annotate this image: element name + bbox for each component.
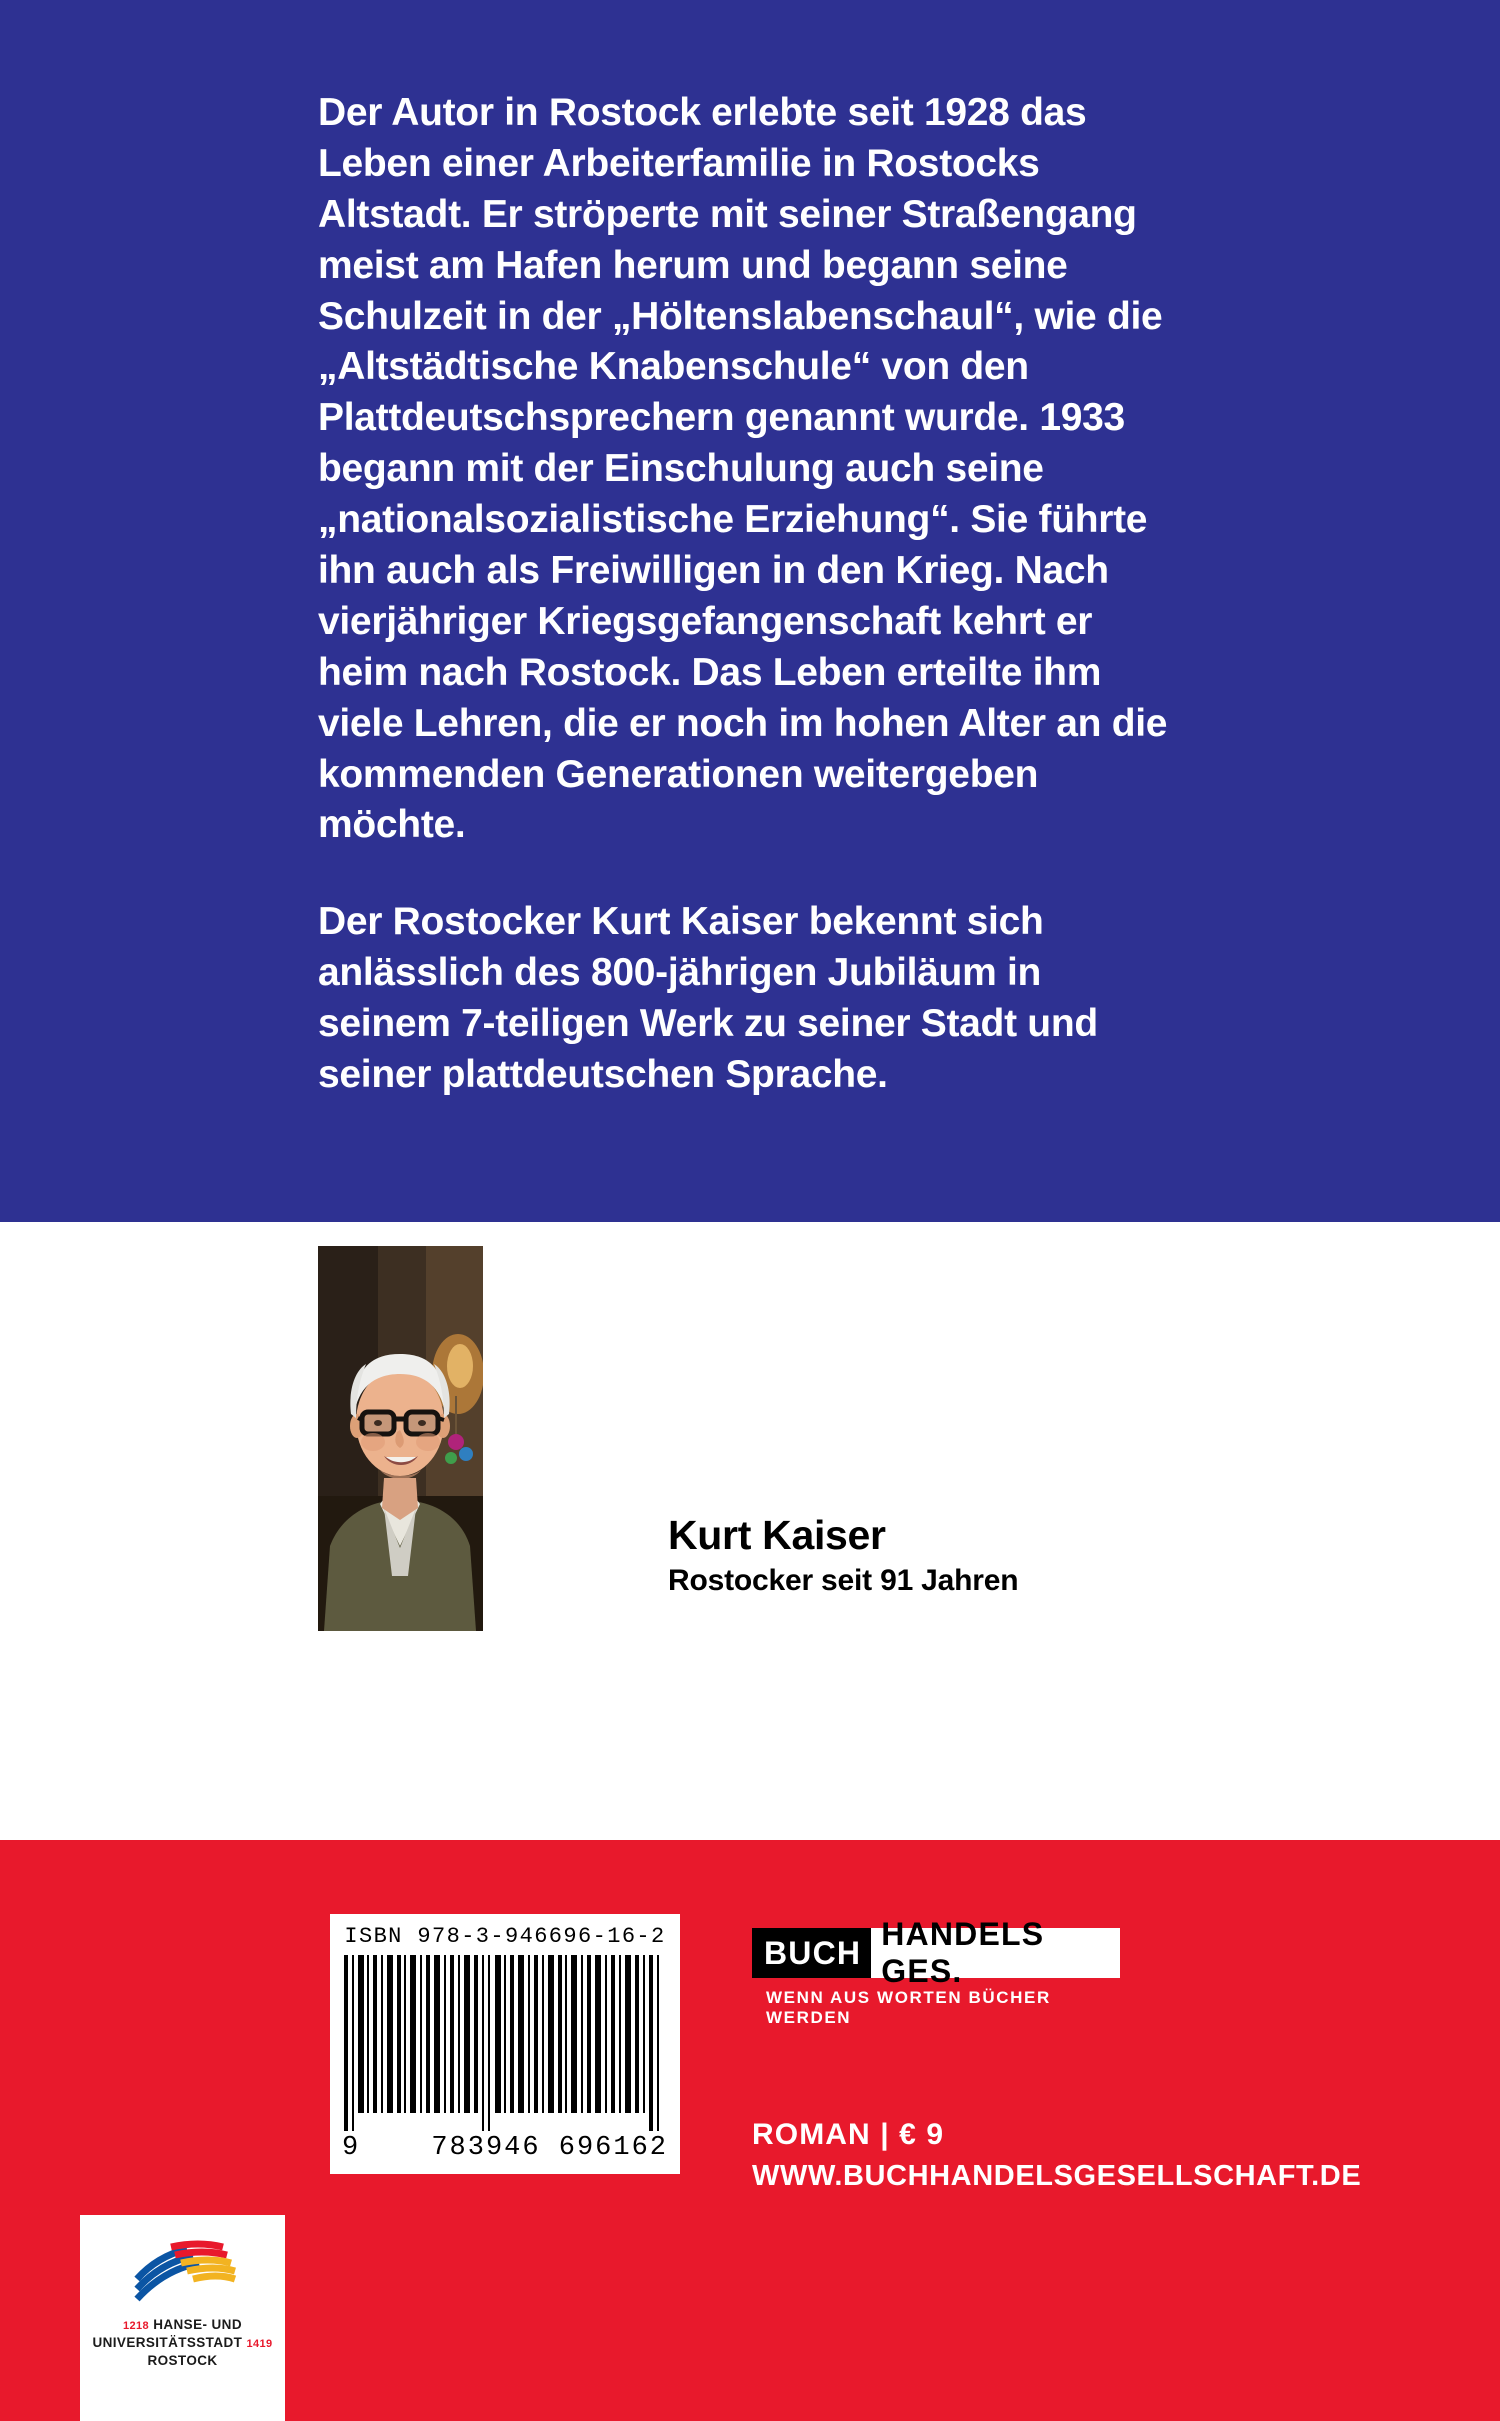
barcode-bars-graphic [340, 1955, 670, 2131]
isbn-barcode [330, 1914, 680, 2174]
author-subtitle: Rostocker seit 91 Jahren [668, 1564, 1019, 1597]
city-logo-line-1 [90, 2316, 275, 2334]
footer-meta [752, 2118, 1361, 2193]
publisher-logo-wordmark [752, 1916, 1120, 1989]
author-panel [0, 1222, 1500, 1840]
isbn-number-label: ISBN 978-3-946696-16-2 [344, 1924, 666, 1949]
city-logo-year-left: 1218 [123, 2320, 150, 2332]
city-logo-year-right: 1419 [246, 2338, 273, 2351]
author-portrait-photo [318, 1246, 483, 1631]
barcode-bars [340, 1955, 670, 2131]
author-name: Kurt Kaiser [668, 1512, 886, 1558]
footer-website: WWW.BUCHHANDELSGESELLSCHAFT.DE [752, 2160, 1362, 2192]
publisher-logo [752, 1916, 1120, 2028]
author-portrait-illustration [318, 1246, 483, 1631]
city-logo-line-2 [90, 2334, 275, 2352]
footer-format-price: ROMAN | € 9 [752, 2118, 945, 2151]
city-logo-text-2: UNIVERSITÄTSSTADT [92, 2335, 243, 2351]
barcode-digits [340, 2131, 670, 2163]
blurb-paragraph-2: Der Rostocker Kurt Kaiser bekennt sich anlässlich des 800-jährigen Jubiläum in seinem 7-teiligen Werk zu seiner Stadt und seiner plattdeutschen Sprache. [318, 900, 1098, 1097]
blurb-paragraph-1: Der Autor in Rostock erlebte seit 1928 das Leben einer Arbeiterfamilie in Rostocks Altstadt. Er ströperte mit seiner Straßengang meist am Hafen herum und begann seine Schulzeit in der „Höltenslabenschaul“, wie die „Altstädtische Knabenschule“ von den Plattdeutschsprechern genannt wurde. 1933 begann mit der Einschulung auch seine „nationalsozialistische Erziehung“. Sie führte ihn auch als Freiwilligen in den Krieg. Nach vierjähriger Kriegsgefangenschaft kehrt er heim nach Rostock. Das Leben erteilte ihm viele Lehren, die er noch im hohen Alter an die kommenden Generationen weitergeben möchte. [318, 91, 1168, 847]
city-logo-line-3: ROSTOCK [147, 2353, 218, 2369]
city-logo-text-1: HANSE- UND [153, 2317, 242, 2332]
rostock-wave-logo-icon [123, 2235, 243, 2305]
publisher-logo-word-2: HANDELS GES. [871, 1928, 1120, 1978]
city-logo [80, 2215, 285, 2421]
barcode-digit-body: 783946 696162 [431, 2133, 668, 2163]
city-logo-caption [90, 2316, 275, 2371]
footer-panel [0, 1840, 1500, 2421]
publisher-logo-word-1: BUCH [752, 1928, 871, 1978]
barcode-digit-prefix: 9 [342, 2133, 361, 2163]
publisher-tagline: WENN AUS WORTEN BÜCHER WERDEN [766, 1988, 1051, 2027]
